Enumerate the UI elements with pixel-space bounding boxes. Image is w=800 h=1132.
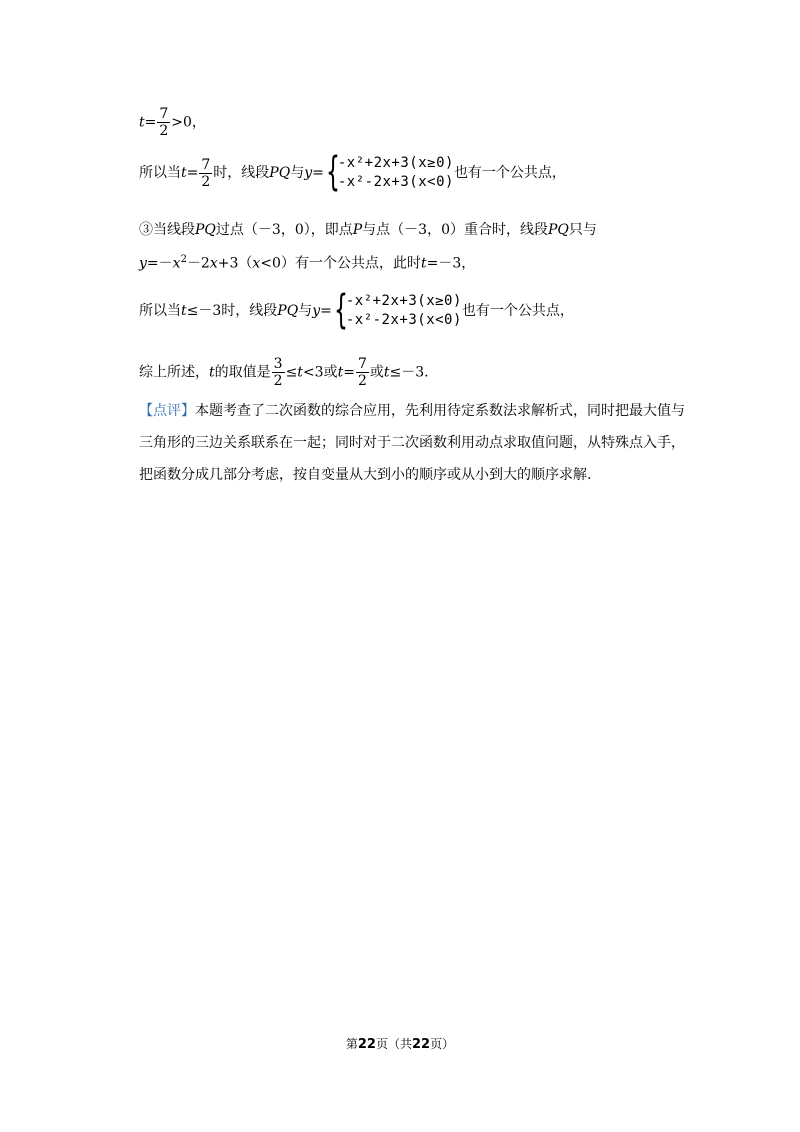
- comment-line-2: 三角形的三边关系联系在一起；同时对于二次函数利用动点求取值问题，从特殊点入手，: [139, 435, 685, 451]
- fraction: $\frac{7}{2}$: [159, 106, 169, 139]
- line-function-equation: $y=-x^2-2x+3(x<0)$有一个公共点，此时t=－3，: [139, 254, 476, 272]
- line-case-three: ③当线段PQ过点（－3，0），即点P与点（－3，0）重合时，线段PQ只与: [139, 222, 597, 238]
- left-brace: {: [333, 287, 348, 333]
- page-number: 22: [357, 1037, 376, 1052]
- case-2: -x²-2x+3(x<0): [345, 312, 462, 328]
- page-footer: 第22页（共22页）: [345, 1037, 455, 1052]
- case-1: -x²+2x+3(x≥0): [337, 155, 454, 171]
- fraction: $\frac{7}{2}$: [201, 156, 211, 190]
- var-t: t: [139, 114, 145, 131]
- case-2: -x²-2x+3(x<0): [337, 174, 454, 190]
- line-when-t-seven-halves: 所以当t= $\frac{7}{2}$ 时，线段PQ与y= { -x²+2x+3(x≥0) -x²-2x+3(x<0) 也有一个公共点，: [139, 149, 566, 195]
- line-when-t-le-minus-three: 所以当t≤－3时，线段PQ与y= { -x²+2x+3(x≥0) -x²-2x+3(x<0) 也有一个公共点，: [139, 287, 574, 333]
- line-t-equals: t= $\frac{7}{2}$ >0，: [139, 106, 206, 139]
- comment-line-3: 把函数分成几部分考虑，按自变量从大到小的顺序或从小到大的顺序求解.: [139, 467, 592, 483]
- total-pages: 22: [412, 1037, 431, 1052]
- piecewise-function: [333, 287, 462, 333]
- line-conclusion: 综上所述，t的取值是 $\frac{3}{2}$ ≤t<3或t= $\frac{7}{2}$ 或t≤－3.: [139, 356, 429, 389]
- fraction: $\frac{3}{2}$: [273, 356, 283, 389]
- fraction: $\frac{7}{2}$: [357, 356, 367, 389]
- comment-line-1: 【点评】本题考查了二次函数的综合应用，先利用待定系数法求解析式，同时把最大值与: [139, 403, 685, 419]
- piecewise-function: [325, 149, 454, 195]
- comment-tag: 【点评】: [139, 403, 195, 419]
- case-1: -x²+2x+3(x≥0): [345, 293, 462, 309]
- left-brace: {: [325, 149, 340, 195]
